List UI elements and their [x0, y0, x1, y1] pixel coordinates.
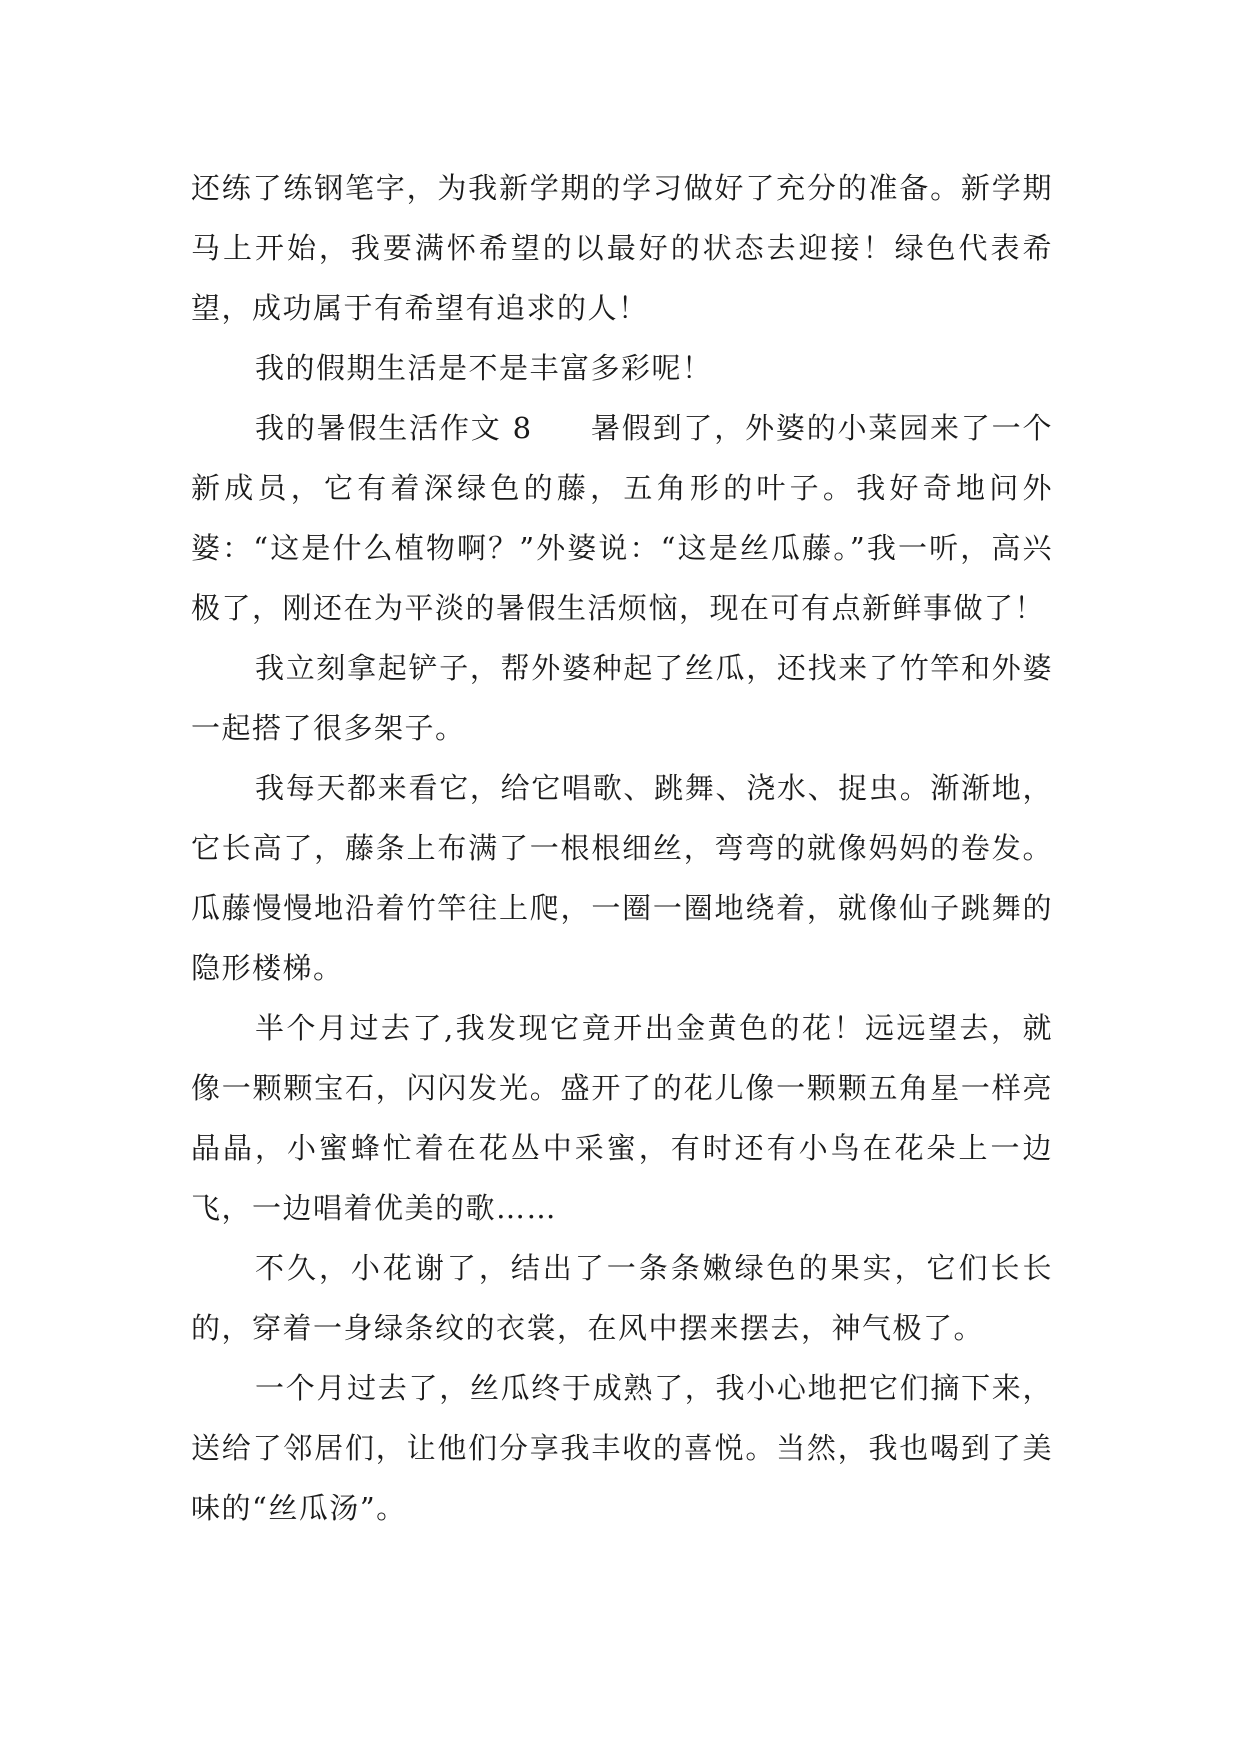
- paragraph-harvest: 一个月过去了，丝瓜终于成熟了，我小心地把它们摘下来，送给了邻居们，让他们分享我丰收的喜悦。当然，我也喝到了美味的“丝瓜汤”。: [191, 1371, 1053, 1525]
- essay-heading-paragraph: [191, 398, 1053, 638]
- paragraph-fruiting: 不久，小花谢了，结出了一条条嫩绿色的果实，它们长长的，穿着一身绿条纹的衣裳，在风中摆来摆去，神气极了。: [191, 1251, 1053, 1345]
- document-page: [191, 158, 1053, 1538]
- essay-opening: 暑假到了，外婆的小菜园来了一个新成员，它有着深绿色的藤，五角形的叶子。我好奇地问外婆：“这是什么植物啊？”外婆说：“这是丝瓜藤。”我一听，高兴极了，刚还在为平淡的暑假生活烦恼，现在可有点新鲜事做了！: [191, 411, 1053, 625]
- essay-title: 我的暑假生活作文 8: [255, 411, 533, 445]
- paragraph-continuation: 还练了练钢笔字，为我新学期的学习做好了充分的准备。新学期马上开始，我要满怀希望的以最好的状态去迎接！绿色代表希望，成功属于有希望有追求的人！: [191, 171, 1053, 325]
- paragraph-flowering: 半个月过去了,我发现它竟开出金黄色的花！远远望去，就像一颗颗宝石，闪闪发光。盛开了的花儿像一颗颗五角星一样亮晶晶，小蜜蜂忙着在花丛中采蜜，有时还有小鸟在花朵上一边飞，一边唱着优美的歌……: [191, 1011, 1053, 1225]
- paragraph-growing: 我每天都来看它，给它唱歌、跳舞、浇水、捉虫。渐渐地，它长高了，藤条上布满了一根根细丝，弯弯的就像妈妈的卷发。瓜藤慢慢地沿着竹竿往上爬，一圈一圈地绕着，就像仙子跳舞的隐形楼梯。: [191, 771, 1053, 985]
- paragraph-planting: 我立刻拿起铲子，帮外婆种起了丝瓜，还找来了竹竿和外婆一起搭了很多架子。: [191, 651, 1053, 745]
- paragraph-summary: 我的假期生活是不是丰富多彩呢！: [255, 351, 713, 385]
